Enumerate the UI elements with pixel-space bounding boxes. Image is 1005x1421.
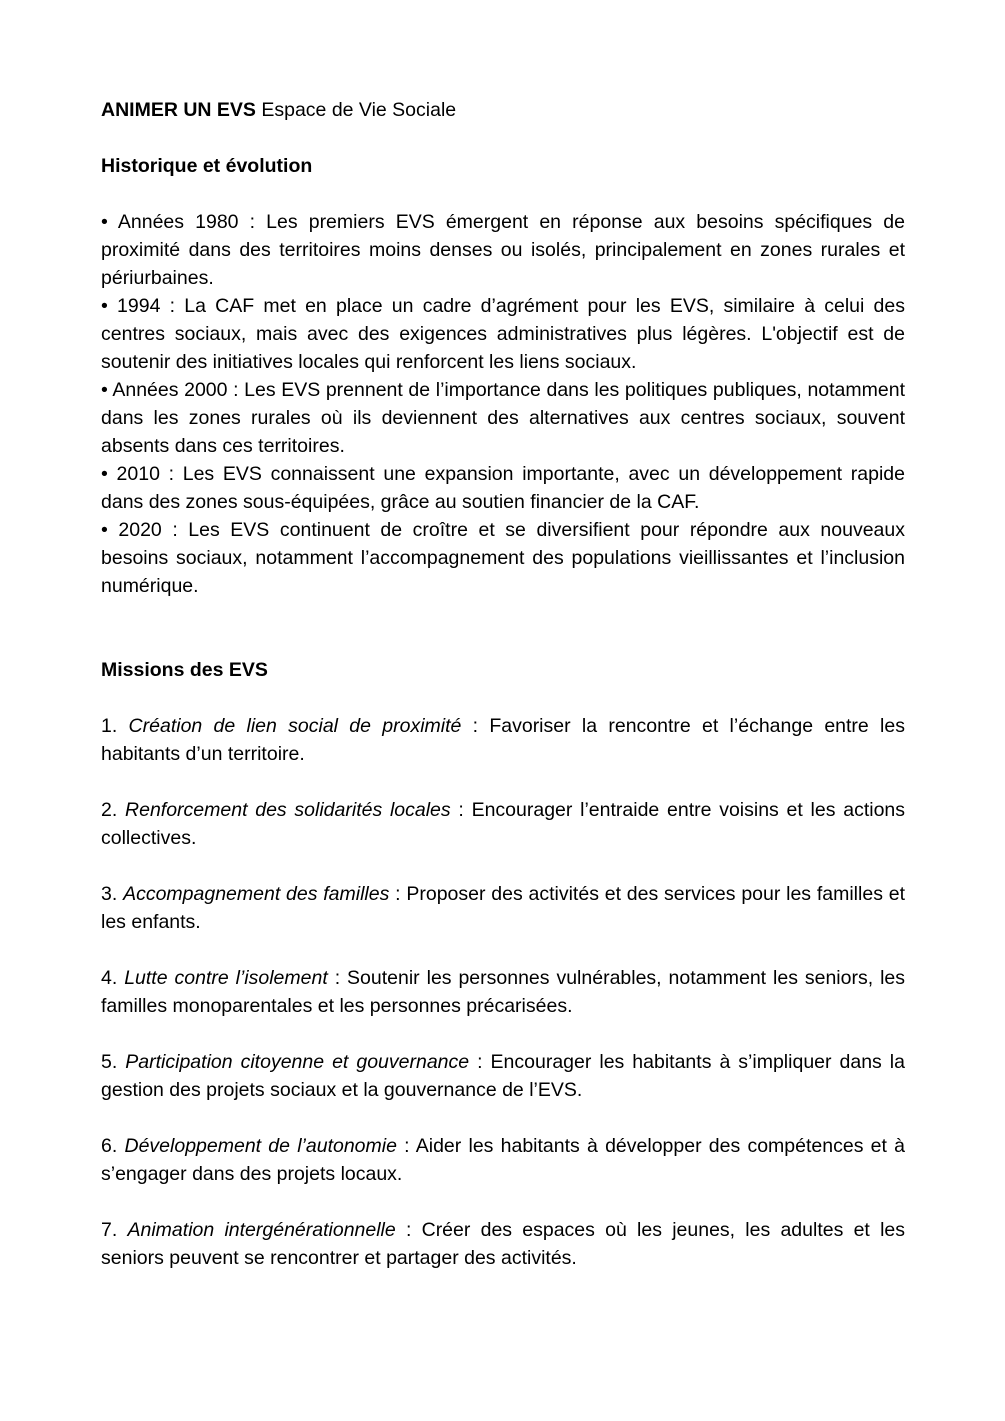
document-title	[101, 96, 905, 124]
mission-number: 7.	[101, 1219, 128, 1241]
mission-description: : Encourager l’entraide entre voisins et les actions collectives.	[101, 799, 906, 849]
mission-item	[101, 796, 905, 852]
mission-item	[101, 1132, 905, 1188]
mission-title: Accompagnement des familles	[123, 883, 390, 905]
mission-description: : Favoriser la rencontre et l’échange entre les habitants d’un territoire.	[101, 715, 905, 765]
history-item: • Années 2000 : Les EVS prennent de l’importance dans les politiques publiques, notamment dans les zones rurales où ils deviennent des alternatives aux centres sociaux, souvent absents dans ces territoires.	[101, 379, 905, 457]
history-item: • Années 1980 : Les premiers EVS émergent en réponse aux besoins spécifiques de proximité dans des territoires moins denses ou isolés, principalement en zones rurales et périurbaines.	[101, 211, 905, 289]
mission-title: Lutte contre l’isolement	[124, 967, 328, 989]
mission-item	[101, 1048, 905, 1104]
mission-description: : Aider les habitants à développer des compétences et à s’engager dans des projets locaux.	[101, 1135, 905, 1185]
mission-description: : Créer des espaces où les jeunes, les adultes et les seniors peuvent se rencontrer et partager des activités.	[101, 1219, 905, 1269]
document-title-subtitle: Espace de Vie Sociale	[255, 99, 457, 121]
mission-title: Création de lien social de proximité	[128, 715, 462, 737]
mission-description: : Soutenir les personnes vulnérables, notamment les seniors, les familles monoparentales et les personnes précarisées.	[101, 967, 906, 1017]
mission-item	[101, 1216, 905, 1272]
mission-number: 5.	[101, 1051, 126, 1073]
mission-item	[101, 880, 905, 936]
document-page	[101, 96, 905, 1272]
mission-number: 2.	[101, 799, 126, 821]
mission-description: : Encourager les habitants à s’impliquer dans la gestion des projets sociaux et la gouvernance de l’EVS.	[101, 1051, 905, 1101]
mission-number: 6.	[101, 1135, 125, 1157]
history-item: • 1994 : La CAF met en place un cadre d’agrément pour les EVS, similaire à celui des centres sociaux, mais avec des exigences administratives plus légères. L'objectif est de soutenir des initiatives locales qui renforcent les liens sociaux.	[101, 295, 905, 373]
mission-title: Participation citoyenne et gouvernance	[125, 1051, 470, 1073]
document-title-bold: ANIMER UN EVS	[101, 99, 256, 121]
mission-item	[101, 712, 905, 768]
mission-item	[101, 964, 905, 1020]
mission-title: Développement de l’autonomie	[124, 1135, 397, 1157]
history-item: • 2010 : Les EVS connaissent une expansion importante, avec un développement rapide dans des zones sous-équipées, grâce au soutien financier de la CAF.	[101, 463, 905, 513]
mission-number: 1.	[101, 715, 129, 737]
mission-number: 4.	[101, 967, 125, 989]
missions-heading: Missions des EVS	[101, 659, 268, 681]
mission-description: : Proposer des activités et des services pour les familles et les enfants.	[101, 883, 905, 933]
mission-title: Renforcement des solidarités locales	[125, 799, 451, 821]
mission-list	[101, 712, 905, 1272]
mission-number: 3.	[101, 883, 124, 905]
mission-title: Animation intergénérationnelle	[127, 1219, 396, 1241]
history-heading: Historique et évolution	[101, 155, 313, 177]
history-item: • 2020 : Les EVS continuent de croître et se diversifient pour répondre aux nouveaux besoins sociaux, notamment l’accompagnement des populations vieillissantes et l’inclusion numérique.	[101, 519, 905, 597]
history-list	[101, 208, 905, 600]
